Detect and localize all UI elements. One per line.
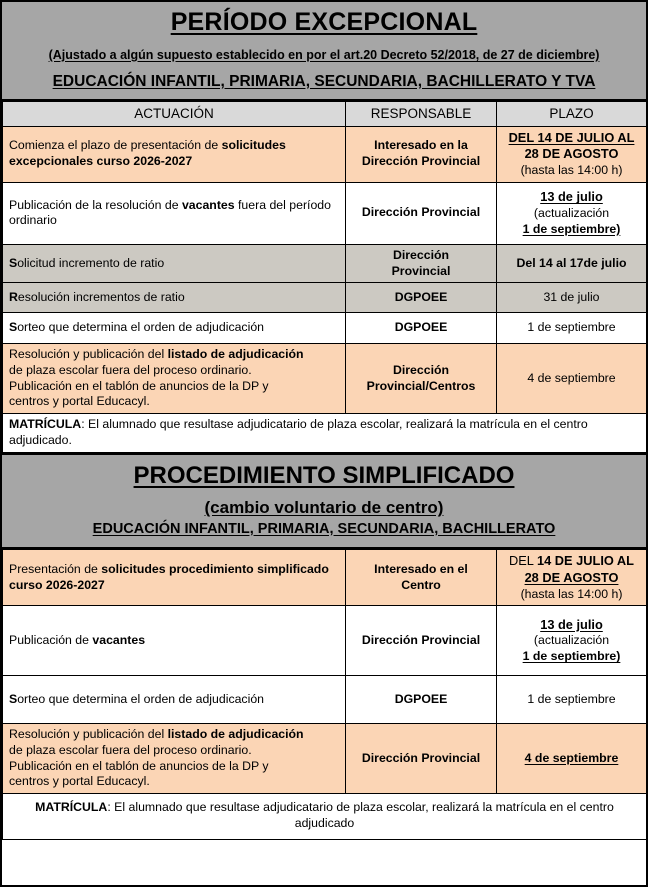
cell-actuacion xyxy=(3,313,346,344)
actuacion-line-2: de plaza escolar fuera del proceso ordinario. xyxy=(9,743,252,757)
actuacion-plain: Publicación de la resolución de xyxy=(9,197,182,212)
matricula-text: : El alumnado que resultase adjudicatario de plaza escolar, realizará la matrícula en el centro adjudicado xyxy=(107,800,614,830)
responsable-line-1: Dirección Provincial xyxy=(361,205,481,220)
actuacion-plain: Presentación de xyxy=(9,561,102,576)
responsable-line-1: Dirección Provincial xyxy=(361,750,481,765)
table-row xyxy=(3,182,647,244)
responsable-line-1: Dirección xyxy=(392,247,450,262)
cell-plazo xyxy=(497,313,647,344)
plazo-line-2: 28 DE AGOSTO xyxy=(524,146,619,162)
matricula-label: MATRÍCULA xyxy=(9,417,82,432)
cell-actuacion xyxy=(3,344,346,414)
column-header-actuacion: ACTUACIÓN xyxy=(3,102,346,126)
cell-plazo xyxy=(497,344,647,414)
plazo-line-3: (hasta las 14:00 h) xyxy=(520,163,623,178)
cell-plazo xyxy=(497,676,647,724)
actuacion-line-1-plain: Resolución y publicación del xyxy=(9,727,168,742)
actuacion-tail: fuera del período ordinario xyxy=(9,197,331,228)
table-row xyxy=(3,724,647,794)
table-row xyxy=(3,676,647,724)
cell-responsable xyxy=(346,724,497,794)
plazo-line-2: (actualización xyxy=(533,633,610,648)
plazo-line-1: 31 de julio xyxy=(543,289,600,304)
cell-plazo xyxy=(497,244,647,282)
cell-actuacion xyxy=(3,724,346,794)
plazo-line-1: 4 de septiembre xyxy=(527,370,616,385)
plazo-line-1: 1 de septiembre xyxy=(527,320,616,335)
section2-subtitle: (cambio voluntario de centro) xyxy=(204,498,444,518)
actuacion-bold: solicitudes procedimiento simplificado curso 2026-2027 xyxy=(9,561,329,592)
page-bottom-spacer xyxy=(2,840,646,885)
cell-actuacion xyxy=(3,126,346,182)
table-row xyxy=(3,244,647,282)
cell-plazo xyxy=(497,724,647,794)
table-row xyxy=(3,550,647,606)
section2-scope: EDUCACIÓN INFANTIL, PRIMARIA, SECUNDARIA, BACHILLERATO xyxy=(92,520,556,537)
actuacion-bold-lead: S xyxy=(9,320,18,335)
cell-responsable xyxy=(346,126,497,182)
section1-subtitle: (Ajustado a algún supuesto establecido en por el art.20 Decreto 52/2018, de 27 de diciembre) xyxy=(48,47,600,62)
cell-actuacion xyxy=(3,182,346,244)
responsable-line-1: Interesado en el xyxy=(374,561,468,576)
cell-responsable xyxy=(346,606,497,676)
responsable-line-2: Dirección Provincial xyxy=(361,154,481,169)
actuacion-plain: orteo que determina el orden de adjudicación xyxy=(17,320,264,335)
plazo-line-1: 13 de julio xyxy=(540,189,603,205)
section1-scope: EDUCACIÓN INFANTIL, PRIMARIA, SECUNDARIA, BACHILLERATO Y TVA xyxy=(52,72,596,90)
actuacion-plain: esolución incrementos de ratio xyxy=(17,289,185,304)
plazo-line-2: 28 DE AGOSTO xyxy=(524,569,619,585)
cell-plazo xyxy=(497,126,647,182)
cell-actuacion xyxy=(3,676,346,724)
actuacion-line-1-bold: listado de adjudicación xyxy=(167,347,304,362)
section1-banner xyxy=(2,2,646,101)
cell-actuacion xyxy=(3,283,346,313)
responsable-line-1: DGPOEE xyxy=(394,691,448,706)
section2-title: PROCEDIMIENTO SIMPLIFICADO xyxy=(133,461,515,489)
cell-plazo xyxy=(497,550,647,606)
plazo-line-1: DEL 14 DE JULIO AL xyxy=(508,129,635,145)
actuacion-bold: vacantes xyxy=(92,632,146,647)
responsable-line-2: Provincial/Centros xyxy=(366,378,476,393)
section2-banner xyxy=(2,453,646,549)
cell-responsable xyxy=(346,344,497,414)
responsable-line-2: Centro xyxy=(401,577,441,592)
plazo-line-3: 1 de septiembre) xyxy=(522,649,621,664)
plazo-line-1: 4 de septiembre xyxy=(524,750,619,765)
actuacion-bold-lead: R xyxy=(9,289,18,304)
plazo-line-3: 1 de septiembre) xyxy=(522,221,621,236)
responsable-line-1: DGPOEE xyxy=(394,320,448,335)
cell-responsable xyxy=(346,313,497,344)
plazo-line-2: (actualización xyxy=(533,205,610,220)
section2-table xyxy=(2,549,647,840)
responsable-line-1: Dirección xyxy=(392,363,450,378)
table-row xyxy=(3,126,647,182)
section1-title: PERÍODO EXCEPCIONAL xyxy=(170,8,478,36)
actuacion-plain: olicitud incremento de ratio xyxy=(17,255,165,270)
table-row-matricula xyxy=(3,414,647,452)
actuacion-plain: Publicación de xyxy=(9,632,93,647)
cell-actuacion xyxy=(3,550,346,606)
actuacion-bold: solicitudes excepcionales curso 2026-2027 xyxy=(9,138,286,169)
table-row-matricula xyxy=(3,794,647,839)
matricula-label: MATRÍCULA xyxy=(35,800,108,815)
plazo-line-3: (hasta las 14:00 h) xyxy=(520,586,623,601)
column-header-responsable: RESPONSABLE xyxy=(346,102,497,126)
actuacion-plain: Comienza el plazo de presentación de xyxy=(9,138,222,153)
actuacion-bold-lead: S xyxy=(9,691,18,706)
cell-plazo xyxy=(497,283,647,313)
responsable-line-2: Provincial xyxy=(391,263,451,278)
actuacion-line-4: centros y portal Educacyl. xyxy=(9,394,150,409)
plazo-line-1: 1 de septiembre xyxy=(527,691,616,706)
plazo-prefix: DEL xyxy=(509,553,538,569)
table-row xyxy=(3,313,647,344)
actuacion-bold-lead: S xyxy=(9,255,18,270)
cell-responsable xyxy=(346,676,497,724)
actuacion-line-4: centros y portal Educacyl. xyxy=(9,774,150,789)
section1-table xyxy=(2,101,647,452)
responsable-line-1: Dirección Provincial xyxy=(361,632,481,647)
table-header-row xyxy=(3,102,647,126)
cell-plazo xyxy=(497,606,647,676)
cell-responsable xyxy=(346,182,497,244)
cell-matricula xyxy=(3,414,647,452)
actuacion-line-3: Publicación en el tablón de anuncios de la DP y xyxy=(9,378,269,393)
plazo-line-1: 13 de julio xyxy=(540,616,603,632)
table-row xyxy=(3,283,647,313)
responsable-line-1: DGPOEE xyxy=(394,289,448,304)
plazo-line-1: 14 DE JULIO AL xyxy=(537,553,634,569)
cell-actuacion xyxy=(3,606,346,676)
cell-actuacion xyxy=(3,244,346,282)
actuacion-plain: orteo que determina el orden de adjudicación xyxy=(17,691,264,706)
actuacion-line-2: de plaza escolar fuera del proceso ordinario. xyxy=(9,363,252,378)
cell-matricula xyxy=(3,794,647,839)
cell-responsable xyxy=(346,283,497,313)
responsable-line-1: Interesado en la xyxy=(374,138,468,153)
matricula-text: : El alumnado que resultase adjudicatario de plaza escolar, realizará la matrícula en el centro adjudicado. xyxy=(9,417,588,447)
cell-responsable xyxy=(346,550,497,606)
actuacion-line-3: Publicación en el tablón de anuncios de la DP y xyxy=(9,758,269,773)
cell-responsable xyxy=(346,244,497,282)
actuacion-line-1-plain: Resolución y publicación del xyxy=(9,347,168,362)
table-row xyxy=(3,606,647,676)
plazo-line-1: Del 14 al 17de julio xyxy=(516,255,627,270)
column-header-plazo: PLAZO xyxy=(497,102,647,126)
table-row xyxy=(3,344,647,414)
actuacion-line-1-bold: listado de adjudicación xyxy=(167,727,304,742)
actuacion-bold: vacantes xyxy=(181,197,235,212)
cell-plazo xyxy=(497,182,647,244)
